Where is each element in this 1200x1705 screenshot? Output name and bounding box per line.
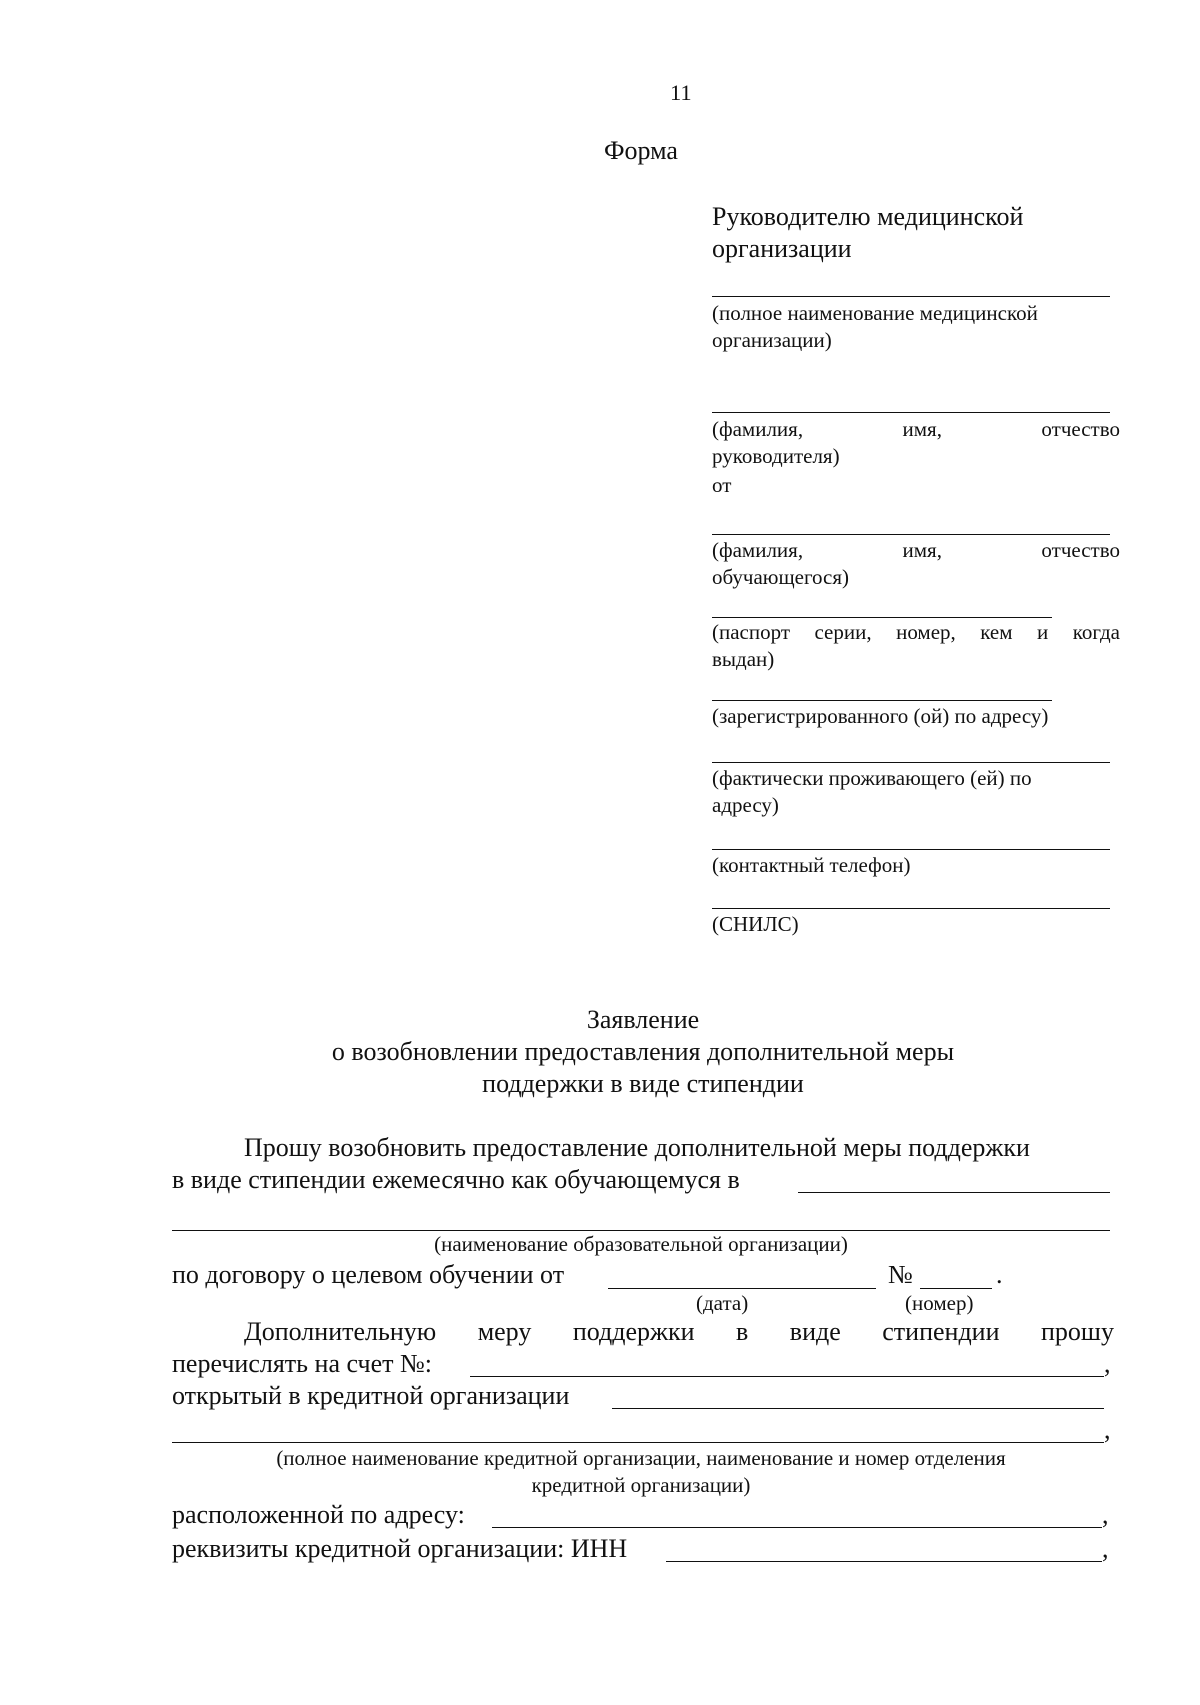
registered-address-line — [712, 700, 1052, 701]
number-sign: № — [888, 1260, 913, 1289]
student-caption-word: имя, — [902, 538, 942, 562]
student-name-line — [712, 534, 1110, 535]
edu-org-caption: (наименование образовательной организации) — [434, 1232, 848, 1256]
transfer-intro-row — [244, 1317, 1114, 1347]
registered-caption: (зарегистрированного (ой) по адресу) — [712, 704, 1049, 728]
address-line — [492, 1527, 1102, 1528]
bank-line-2 — [172, 1442, 1104, 1443]
passport-caption-word: кем — [980, 620, 1013, 644]
phone-line — [712, 849, 1110, 850]
inn-comma: , — [1102, 1534, 1109, 1563]
student-caption-word: (фамилия, — [712, 538, 804, 562]
snils-caption: (СНИЛС) — [712, 912, 799, 936]
intro-word: Дополнительную — [244, 1317, 437, 1346]
edu-org-line-2 — [172, 1230, 1110, 1231]
document-subtitle-2: поддержки в виде стипендии — [482, 1069, 804, 1098]
account-comma: , — [1104, 1349, 1111, 1378]
org-caption-1: (полное наименование медицинской — [712, 301, 1038, 325]
org-name-line — [712, 296, 1110, 297]
passport-caption-word: и — [1037, 620, 1049, 644]
contract-number-line — [920, 1288, 992, 1289]
intro-word: меру — [477, 1317, 532, 1346]
requisites-text: реквизиты кредитной организации: ИНН — [172, 1534, 628, 1563]
passport-caption-row — [712, 620, 1120, 645]
actual-address-line — [712, 762, 1110, 763]
head-caption-row — [712, 417, 1120, 442]
head-caption-2: руководителя) — [712, 444, 840, 468]
bank-caption-1: (полное наименование кредитной организации, наименование и номер отделения — [276, 1446, 1006, 1470]
addressee-line-1: Руководителю медицинской — [712, 202, 1024, 231]
request-line-2: в виде стипендии ежемесячно как обучающемуся в — [172, 1165, 740, 1194]
actual-caption-2: адресу) — [712, 793, 779, 817]
number-caption: (номер) — [905, 1291, 974, 1315]
from-label: от — [712, 473, 732, 497]
form-label: Форма — [604, 136, 678, 165]
intro-word: виде — [789, 1317, 841, 1346]
document-subtitle-1: о возобновлении предоставления дополнительной меры — [331, 1037, 955, 1066]
bank-caption-2: кредитной организации) — [531, 1473, 751, 1497]
phone-caption: (контактный телефон) — [712, 853, 911, 877]
bank-comma: , — [1104, 1415, 1111, 1444]
bank-line-1 — [612, 1408, 1104, 1409]
snils-line — [712, 908, 1110, 909]
passport-caption-word: серии, — [814, 620, 872, 644]
student-caption-row — [712, 538, 1120, 563]
head-caption-word: (фамилия, — [712, 417, 804, 441]
intro-word: стипендии — [882, 1317, 1000, 1346]
addressee-line-2: организации — [712, 234, 852, 263]
student-caption-word: отчество — [1041, 538, 1120, 562]
head-caption-word: имя, — [902, 417, 942, 441]
passport-caption-word: когда — [1072, 620, 1120, 644]
student-caption-2: обучающегося) — [712, 565, 850, 589]
head-caption-word: отчество — [1041, 417, 1120, 441]
intro-word: поддержки — [572, 1317, 695, 1346]
inn-line — [666, 1561, 1102, 1562]
passport-caption-word: (паспорт — [712, 620, 791, 644]
document-title: Заявление — [586, 1005, 700, 1034]
request-line-1: Прошу возобновить предоставление дополнительной меры поддержки — [244, 1133, 1030, 1162]
contract-period: . — [996, 1260, 1003, 1289]
actual-caption-1: (фактически проживающего (ей) по — [712, 766, 1032, 790]
org-caption-2: организации) — [712, 328, 832, 352]
passport-line — [712, 617, 1052, 618]
intro-word: прошу — [1041, 1317, 1114, 1346]
account-text: перечислять на счет №: — [172, 1349, 433, 1378]
passport-caption-word: номер, — [896, 620, 956, 644]
edu-org-line-1 — [798, 1192, 1110, 1193]
bank-text: открытый в кредитной организации — [172, 1381, 570, 1410]
contract-text: по договору о целевом обучении от — [172, 1260, 565, 1289]
intro-word: в — [736, 1317, 749, 1346]
head-name-line — [712, 412, 1110, 413]
passport-caption-2: выдан) — [712, 647, 775, 671]
date-caption: (дата) — [696, 1291, 749, 1315]
address-text: расположенной по адресу: — [172, 1500, 465, 1529]
account-number-line — [470, 1376, 1104, 1377]
contract-date-line — [608, 1288, 876, 1289]
address-comma: , — [1102, 1500, 1109, 1529]
page-number: 11 — [670, 80, 692, 105]
